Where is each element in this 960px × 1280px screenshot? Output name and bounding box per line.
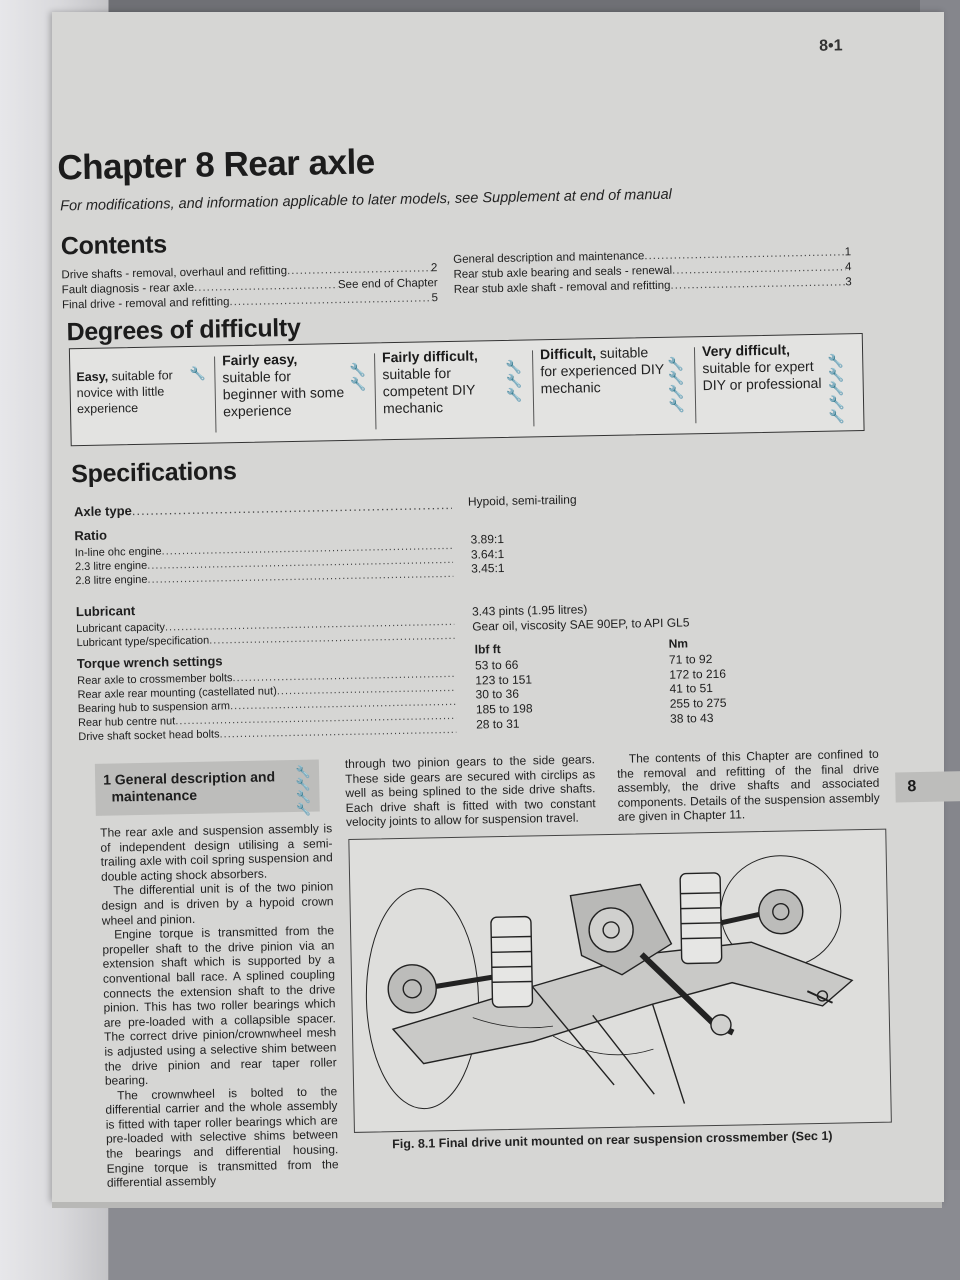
difficulty-easy: Easy, suitable for novice with little experience [76, 368, 173, 417]
divider [374, 353, 376, 429]
page-bottom-edge [52, 1202, 942, 1208]
contents-right-list [453, 245, 852, 298]
specifications-heading: Specifications [71, 457, 237, 489]
page-content [41, 4, 956, 1211]
spec-axle-type: Axle type ..... [74, 497, 452, 519]
section-1-heading: 1 General description and maintenance [102, 768, 276, 805]
wrench-rating-2-icon: 🔧🔧 [351, 361, 367, 390]
torque-col-lbfft: lbf ft [474, 642, 501, 657]
difficulty-very-difficult: Very difficult, suitable for expert DIY or professional [701, 341, 822, 394]
wrench-rating-5-icon: 🔧🔧🔧🔧🔧 [829, 352, 846, 423]
chapter-title: Chapter 8 Rear axle [57, 142, 376, 188]
torque-nm-values: 71 to 92 172 to 216 41 to 51 255 to 275 38 to 43 [668, 651, 727, 726]
section-1-column-1: The rear axle and suspension assembly is of independent design utilising a semi-trailing axle with coil spring suspension and double acting shock absorbers. The differential unit is of the two pinion design and is driven by a hypoid crown wheel and pinion. Engine torque is transmitted from the propeller shaft to the drive pinion via an extension shaft which is supported by a conventional ball race. A splined coupling connects the extension shaft to the drive pinion. This has two roller bearings which are pre-loaded with a collapsible spacer. The correct drive pinion/crownwheel mesh is adjusted using a selective shim between the drive pinion and rear taper roller bearing. The crownwheel is bolted to the differential carrier and the whole assembly is fitted with taper roller bearings which are pre-loaded with selective shims between the bearings and differential housing. Engine torque is transmitted from the differential assembly [100, 821, 339, 1190]
spec-row: Rear axle rear mounting (castellated nut) ..... [77, 682, 455, 702]
figure-caption: Fig. 8.1 Final drive unit mounted on rear suspension crossmember (Sec 1) [392, 1128, 833, 1152]
wrench-rating-4-icon: 🔧🔧🔧🔧 [669, 355, 686, 412]
divider [532, 350, 534, 426]
spec-lubricant-label: Lubricant [75, 603, 136, 620]
toc-item[interactable]: General description and maintenance ..... 1 [453, 245, 851, 268]
difficulty-table [69, 333, 865, 446]
spec-row: Bearing hub to suspension arm ..... [78, 696, 456, 716]
spec-row: Lubricant type/specification ..... [76, 630, 454, 650]
spec-row: Rear axle to crossmember bolts ..... [77, 668, 455, 688]
spec-ratio-values: 3.89:1 3.64:1 3.45:1 [470, 531, 505, 576]
spec-ratio-label: Ratio [74, 527, 108, 544]
spec-row: Lubricant capacity ..... [76, 616, 454, 636]
torque-lbfft-values: 53 to 66 123 to 151 30 to 36 185 to 198 28 to 31 [474, 657, 533, 732]
figure-final-drive-illustration [348, 829, 892, 1133]
manual-page [52, 12, 944, 1202]
spec-row: Rear hub centre nut ..... [78, 710, 456, 730]
difficulty-difficult: Difficult, suitable for experienced DIY mechanic [539, 344, 664, 397]
divider [694, 347, 696, 423]
section-1-column-3: The contents of this Chapter are confined to the removal and refitting of the final drive assembly, the drive shafts and associated components. Details of the suspension assembly are given in Chapter 11. [616, 746, 880, 825]
chapter-subtitle: For modifications, and information applicable to later models, see Supplement at end of manual [59, 186, 672, 215]
toc-item[interactable]: Rear stub axle bearing and seals - renewal ..... 4 [453, 260, 851, 283]
toc-item[interactable]: Rear stub axle shaft - removal and refitting ..... 3 [454, 275, 852, 298]
wrench-rating-section-icon: 🔧🔧🔧🔧 [295, 763, 311, 815]
final-drive-drawing [349, 830, 891, 1132]
difficulty-fairly-easy: Fairly easy, suitable for beginner with some experience [221, 350, 345, 420]
divider [214, 356, 216, 432]
page-number: 8•1 [819, 37, 843, 55]
toc-item[interactable]: Final drive - removal and refitting ..... 5 [62, 291, 438, 313]
spec-row: 2.3 litre engine ..... [75, 554, 453, 574]
spec-row: Drive shaft socket head bolts ..... [78, 724, 456, 744]
wrench-rating-3-icon: 🔧🔧🔧 [507, 358, 523, 401]
spec-axle-type-value: Hypoid, semi-trailing [467, 492, 577, 509]
section-1-column-2: through two pinion gears to the side gears. These side gears are secured with circlips as well as being splined to the side drive shafts. Each drive shaft is fitted with two constant velocity joints to allow for suspension travel. [344, 752, 596, 830]
torque-col-nm: Nm [668, 636, 689, 651]
contents-left-list [61, 261, 438, 313]
toc-item[interactable]: Fault diagnosis - rear axle ..... See end of Chapter [62, 276, 438, 298]
spec-row: 2.8 litre engine ..... [75, 568, 453, 588]
spec-row: In-line ohc engine ..... [75, 540, 453, 560]
difficulty-fairly-difficult: Fairly difficult, suitable for competent DIY mechanic [381, 347, 478, 417]
spec-torque-label: Torque wrench settings [76, 653, 223, 672]
toc-item[interactable]: Drive shafts - removal, overhaul and refitting ..... 2 [61, 261, 437, 283]
chapter-tab: 8 [895, 771, 960, 802]
difficulty-heading: Degrees of difficulty [66, 313, 301, 347]
wrench-rating-1-icon: 🔧 [191, 364, 207, 379]
spec-lubricant-values: 3.43 pints (1.95 litres) Gear oil, viscosity SAE 90EP, to API GL5 [471, 602, 690, 634]
contents-heading: Contents [60, 230, 168, 261]
